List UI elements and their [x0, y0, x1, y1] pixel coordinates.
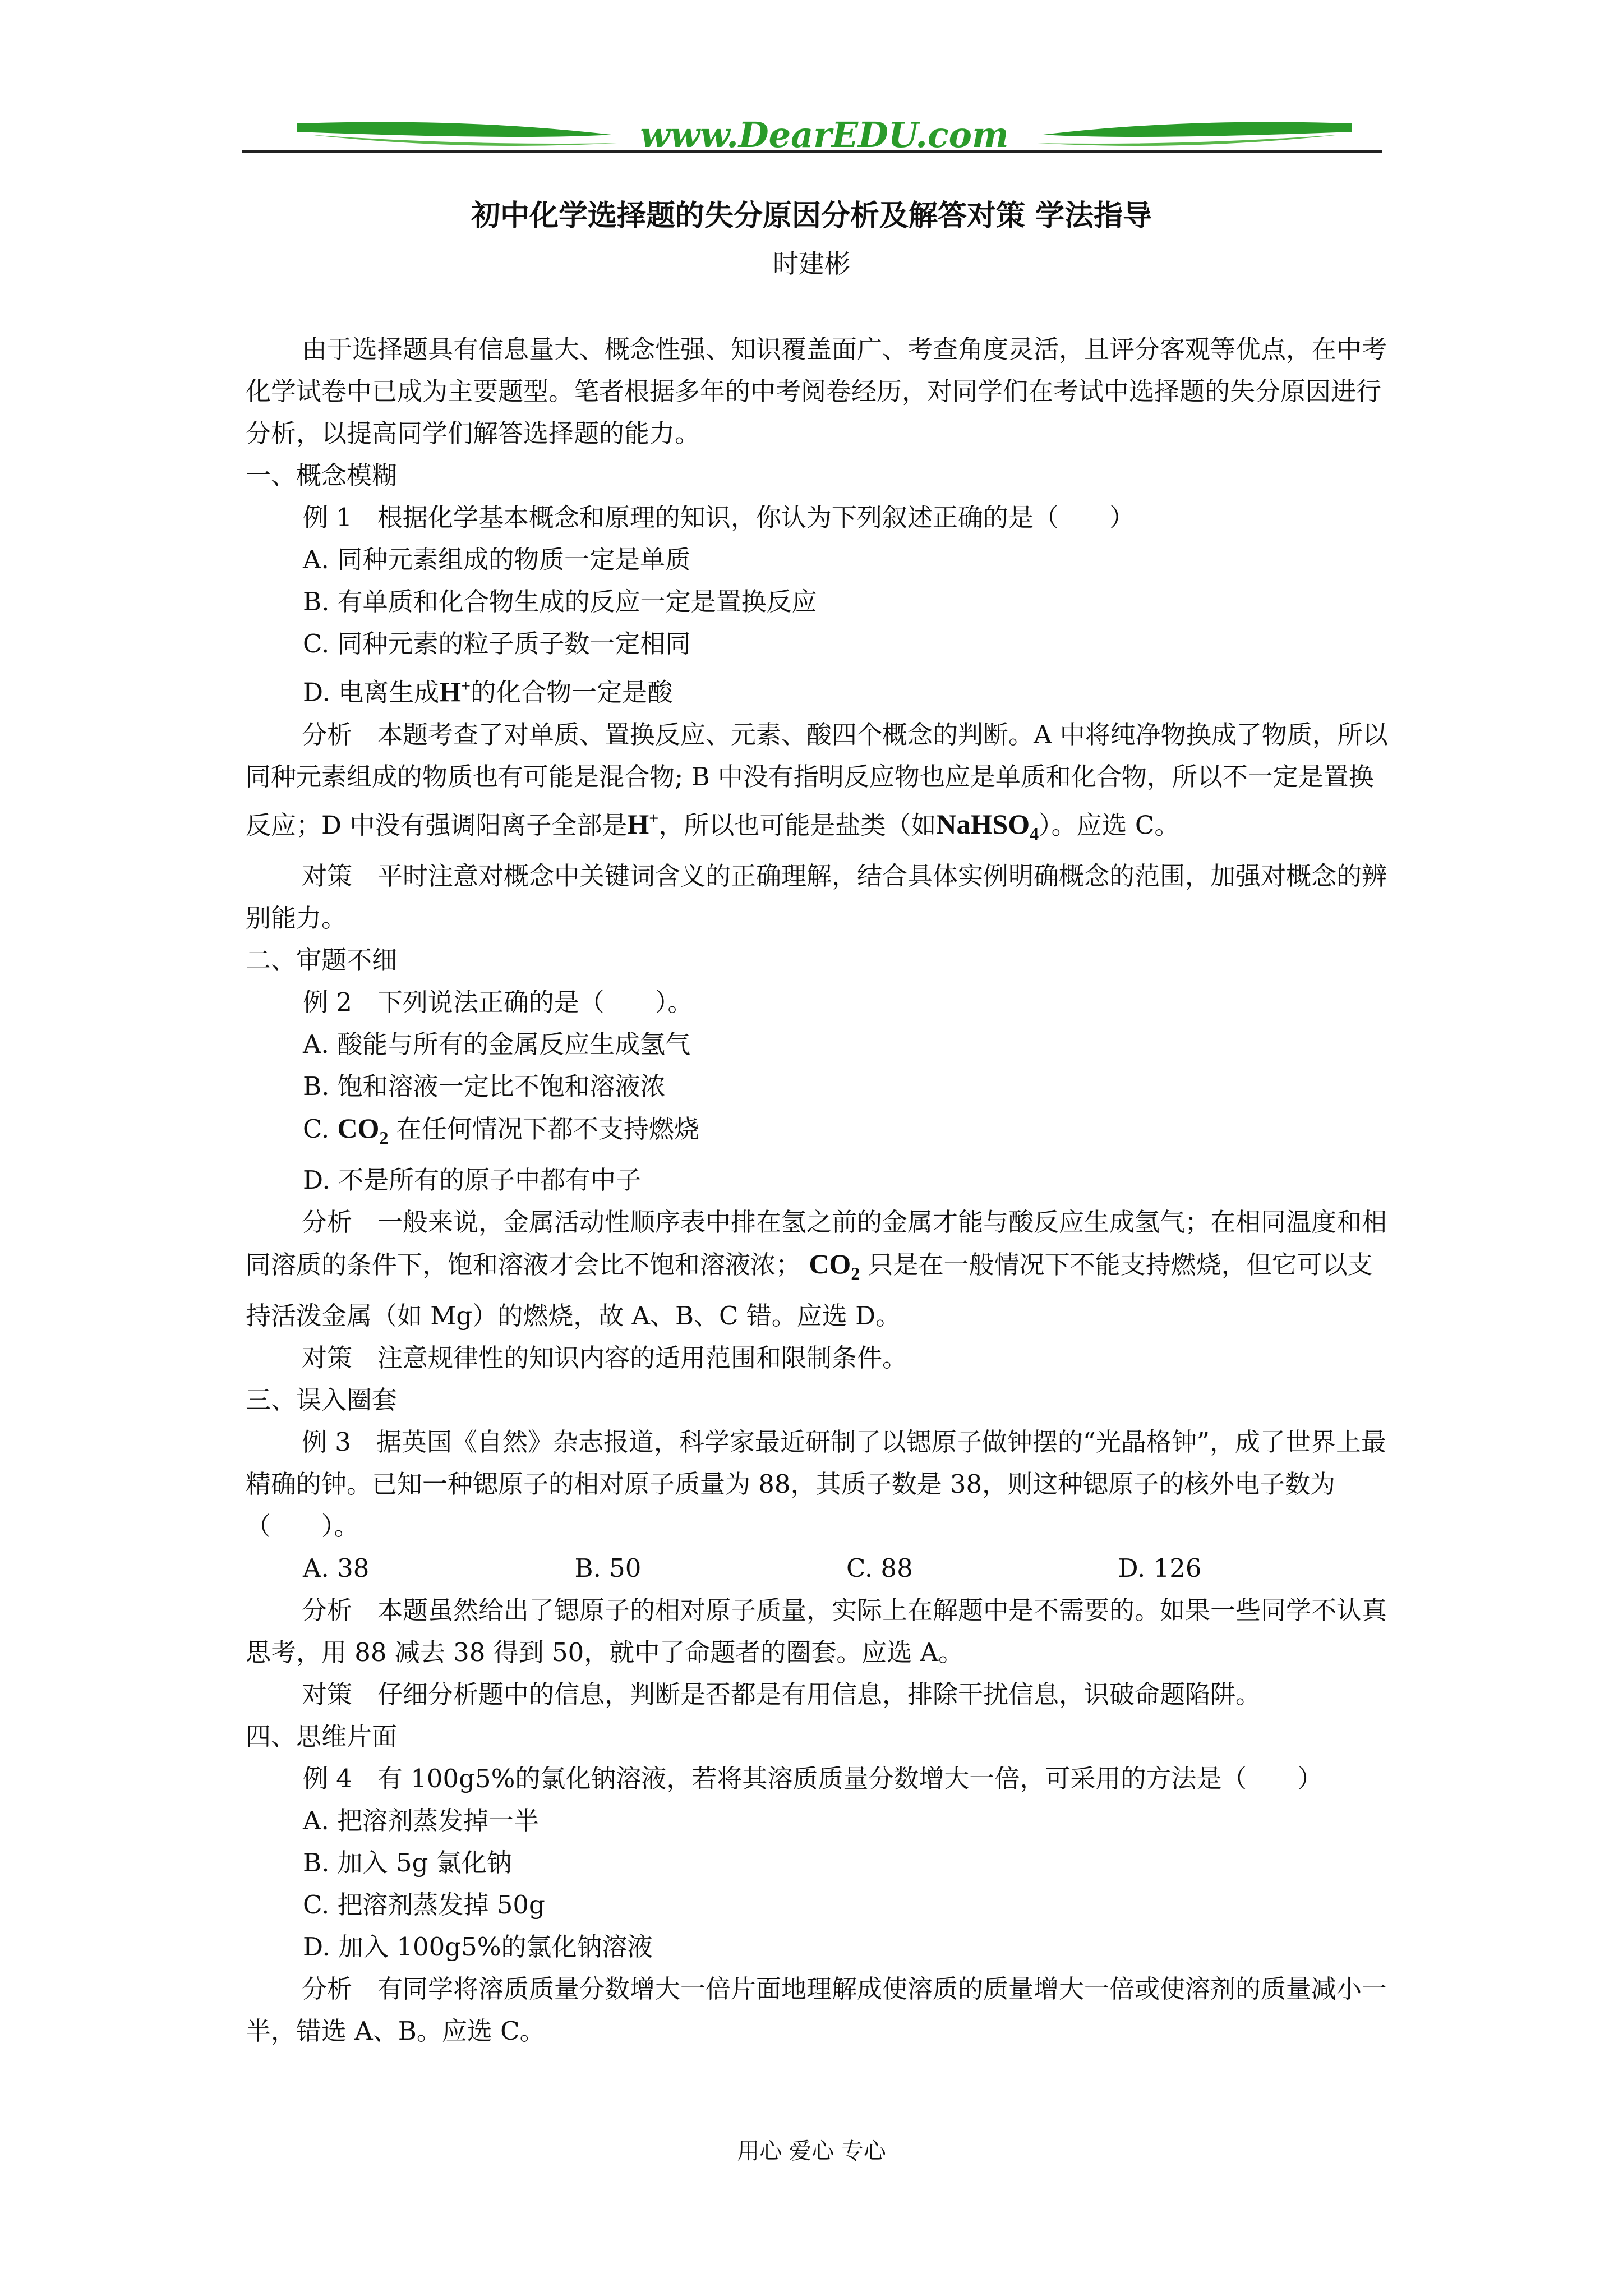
option-d-text-end: 的化合物一定是酸	[471, 677, 673, 707]
chem-formula-nahso4	[936, 808, 1039, 844]
example-2-option-a: A. 酸能与所有的金属反应生成氢气	[303, 1029, 691, 1060]
section-heading-4: 四、思维片面	[246, 1722, 398, 1752]
chem-symbol: CO	[337, 1112, 380, 1144]
intro-paragraph: 由于选择题具有信息量大、概念性强、知识覆盖面广、考查角度灵活，且评分客观等优点，在中考化学试卷中已成为主要题型。笔者根据多年的中考阅卷经历，对同学们在考试中选择题的失分原因进行分析，以提高同学们解答选择题的能力。	[246, 334, 1387, 448]
chem-formula-co2	[337, 1112, 389, 1148]
example-1-option-c: C. 同种元素的粒子质子数一定相同	[303, 629, 691, 659]
document-title: 初中化学选择题的失分原因分析及解答对策 学法指导	[471, 199, 1152, 233]
analysis-text-end: 只是在一般情况下不能支持燃烧，但它可以支持活泼金属（如 Mg）的燃烧，故 A、B、C 错。应选 D。	[246, 1250, 1373, 1331]
option-c-text: 在任何情况下都不支持燃烧	[396, 1114, 699, 1144]
chem-symbol: H	[439, 675, 461, 707]
chem-formula-co2	[809, 1248, 860, 1284]
example-4-question: 例 4 有 100g5%的氯化钠溶液，若将其溶质质量分数增大一倍，可采用的方法是（ ）	[303, 1764, 1323, 1794]
example-3-choices	[246, 1547, 1390, 1589]
dearedu-logo	[297, 112, 1352, 163]
example-2-question: 例 2 下列说法正确的是（ ）。	[303, 987, 693, 1018]
option-d-text: D. 电离生成	[303, 677, 440, 707]
example-1-option-a: A. 同种元素组成的物质一定是单质	[303, 545, 691, 574]
example-2-option-b: B. 饱和溶液一定比不饱和溶液浓	[303, 1071, 666, 1102]
chem-symbol: H	[627, 808, 649, 840]
example-3-strategy: 对策 仔细分析题中的信息，判断是否都是有用信息，排除干扰信息，识破命题陷阱。	[302, 1680, 1261, 1710]
chem-formula	[627, 808, 658, 840]
example-4-option-d: D. 加入 100g5%的氯化钠溶液	[303, 1932, 653, 1962]
example-3-question: 例 3 据英国《自然》杂志报道，科学家最近研制了以锶原子做钟摆的“光晶格钟”，成了世界上最精确的钟。已知一种锶原子的相对原子质量为 88，其质子数是 38，则这种锶原子的核外电子数为（ ）。	[246, 1427, 1386, 1542]
logo-text: www.DearEDU.com	[640, 114, 1009, 155]
section-heading-3: 三、误入圈套	[246, 1385, 398, 1415]
chem-charge: +	[461, 677, 471, 695]
section-heading-1: 一、概念模糊	[246, 461, 398, 490]
analysis-text-mid: ，所以也可能是盐类（如	[658, 810, 937, 840]
example-4-option-c: C. 把溶剂蒸发掉 50g	[303, 1890, 545, 1920]
header-rule	[242, 150, 1382, 153]
example-4-option-b: B. 加入 5g 氯化钠	[303, 1848, 512, 1878]
example-1-option-b: B. 有单质和化合物生成的反应一定是置换反应	[303, 587, 817, 616]
chem-formula	[439, 676, 471, 707]
example-3-choice-b: B. 50	[574, 1553, 642, 1584]
example-3-choice-d: D. 126	[1118, 1553, 1202, 1584]
chem-charge: +	[649, 809, 659, 828]
logo-left-swoosh	[297, 122, 611, 137]
analysis-text-end: ）。应选 C。	[1039, 810, 1180, 840]
example-4-option-a: A. 把溶剂蒸发掉一半	[303, 1806, 540, 1836]
chem-subscript: 2	[379, 1128, 389, 1148]
example-4-analysis: 分析 有同学将溶质质量分数增大一倍片面地理解成使溶质的质量增大一倍或使溶剂的质量减小一半，错选 A、B。应选 C。	[246, 1974, 1387, 2046]
example-3-analysis: 分析 本题虽然给出了锶原子的相对原子质量，实际上在解题中是不需要的。如果一些同学不认真思考，用 88 减去 38 得到 50，就中了命题者的圈套。应选 A。	[246, 1595, 1387, 1668]
document-author: 时建彬	[773, 249, 850, 279]
example-1-question: 例 1 根据化学基本概念和原理的知识，你认为下列叙述正确的是（ ）	[303, 503, 1135, 532]
chem-subscript: 2	[851, 1263, 860, 1284]
example-1-strategy: 对策 平时注意对概念中关键词含义的正确理解，结合具体实例明确概念的范围，加强对概念的辨别能力。	[246, 861, 1387, 933]
example-2-strategy: 对策 注意规律性的知识内容的适用范围和限制条件。	[302, 1343, 908, 1373]
example-3-choice-a: A. 38	[303, 1553, 370, 1584]
chem-symbol: CO	[809, 1248, 851, 1280]
chem-symbol: NaHSO	[936, 808, 1030, 840]
example-1-option-d	[246, 665, 1390, 714]
logo-right-swoosh	[1043, 122, 1352, 137]
document-body	[246, 328, 1390, 2052]
example-2-option-c	[246, 1107, 1390, 1159]
option-c-label: C.	[303, 1114, 330, 1144]
section-heading-2: 二、审题不细	[246, 945, 398, 976]
analysis-text: 分析 本题考查了对单质、置换反应、元素、酸四个概念的判断。A 中将纯净物换成了物质，所以同种元素组成的物质也有可能是混合物; B 中没有指明反应物也应是单质和化合物，所以不一定是置换反应；D 中没有强调阳离子全部是	[246, 719, 1388, 840]
example-2-option-d: D. 不是所有的原子中都有中子	[303, 1165, 642, 1195]
example-3-choice-c: C. 88	[846, 1553, 913, 1584]
analysis-text: 分析 一般来说，金属活动性顺序表中排在氢之前的金属才能与酸反应生成氢气；在相同温度和相同溶质的条件下，饱和溶液才会比不饱和溶液浓；	[246, 1207, 1387, 1280]
page-footer: 用心 爱心 专心	[737, 2138, 886, 2164]
example-2-analysis	[246, 1201, 1390, 1337]
example-1-analysis	[246, 714, 1390, 855]
chem-subscript: 4	[1030, 823, 1039, 844]
